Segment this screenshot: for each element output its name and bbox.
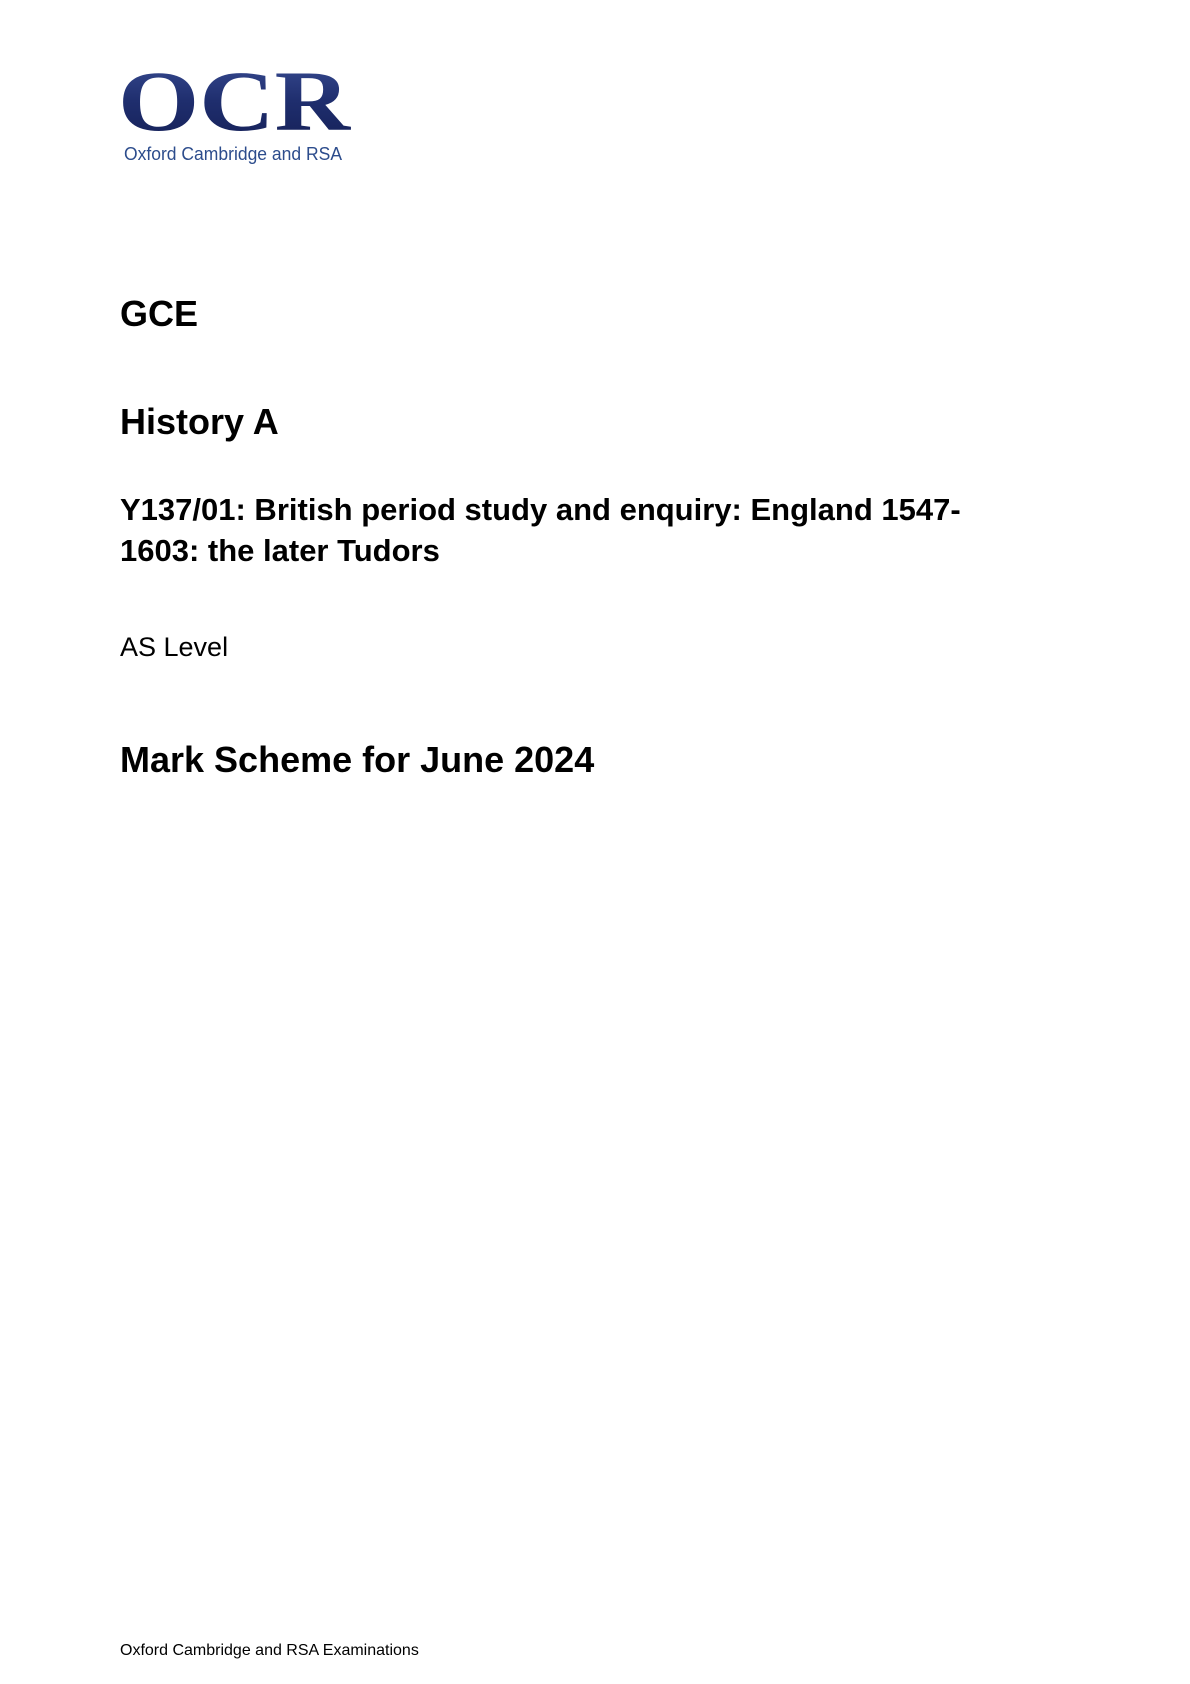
qualification-heading: GCE bbox=[120, 293, 199, 334]
unit-title-line-2: 1603: the later Tudors bbox=[120, 533, 440, 568]
unit-title bbox=[120, 489, 1020, 571]
footer-text: Oxford Cambridge and RSA Examinations bbox=[120, 1642, 419, 1659]
ocr-wordmark: OCR bbox=[118, 62, 352, 149]
ocr-tagline: Oxford Cambridge and RSA bbox=[124, 144, 342, 164]
mark-scheme-title: Mark Scheme for June 2024 bbox=[120, 739, 595, 780]
subject-heading: History A bbox=[120, 401, 279, 442]
unit-title-line-1: Y137/01: British period study and enquiry: England 1547- bbox=[120, 492, 961, 527]
ocr-logo bbox=[118, 62, 358, 172]
level-label: AS Level bbox=[120, 632, 229, 662]
